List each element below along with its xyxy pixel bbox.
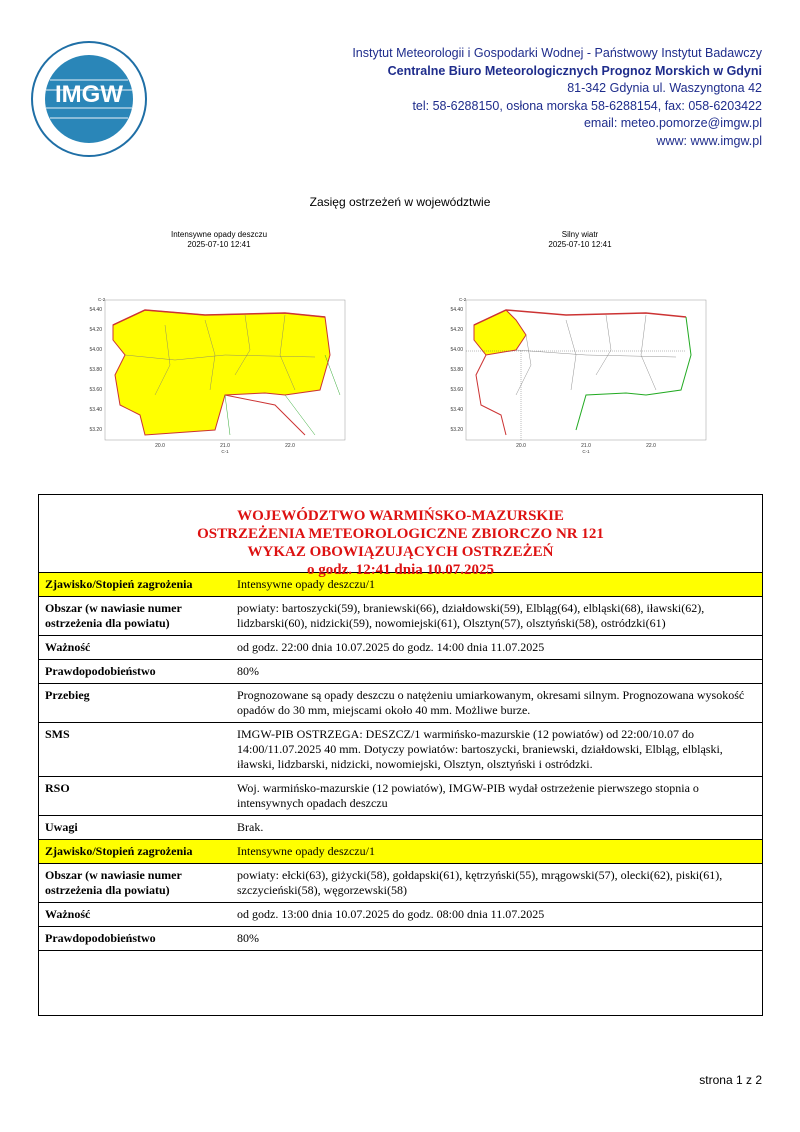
table-row [39, 927, 762, 951]
table-row [39, 777, 762, 816]
table-row [39, 660, 762, 684]
phone-fax: tel: 58-6288150, osłona morska 58-6288154, fax: 058-6203422 [412, 98, 762, 113]
row-label: Prawdopodobieństwo [39, 660, 231, 684]
row-value: 80% [231, 660, 762, 684]
svg-text:53.40: 53.40 [450, 407, 463, 413]
issue-time: o godz. 12:41 dnia 10.07.2025 [306, 562, 495, 578]
row-value: 80% [231, 927, 762, 951]
row-label: Prawdopodobieństwo [39, 927, 231, 951]
table-row [39, 903, 762, 927]
svg-text:54.00: 54.00 [89, 347, 102, 353]
row-label: Ważność [39, 903, 231, 927]
svg-text:22.0: 22.0 [285, 443, 295, 449]
warnings-box [38, 494, 763, 1016]
row-value: Intensywne opady deszczu/1 [231, 573, 762, 597]
svg-text:20.0: 20.0 [155, 443, 165, 449]
row-value: powiaty: ełcki(63), giżycki(58), gołdapski(61), kętrzyński(55), mrągowski(57), olecki(62), piski(61), szczycieński(58), węgorzewski(58) [231, 864, 762, 903]
row-value: IMGW-PIB OSTRZEGA: DESZCZ/1 warmińsko-mazurskie (12 powiatów) od 22:00/10.07 do 14:00/11.07.2025 40 mm. Dotyczy powiatów: bartoszycki, braniewski, działdowski, Elbląg, elbląski, iławski, lidzbarski, nidzicki, nowomiejski, Olsztyn, olsztyński i ostródzki. [231, 723, 762, 777]
email: email: meteo.pomorze@imgw.pl [583, 116, 762, 130]
row-label: SMS [39, 723, 231, 777]
bulletin-title: OSTRZEŻENIA METEOROLOGICZNE ZBIORCZO NR 121 [197, 526, 604, 542]
map-title: Silny wiatr [561, 230, 599, 239]
map-title: Intensywne opady deszczu [170, 230, 268, 239]
svg-text:21.0: 21.0 [581, 443, 591, 449]
row-label: Zjawisko/Stopień zagrożenia [39, 573, 231, 597]
map-wind-plot [446, 295, 714, 475]
address: 81-342 Gdynia ul. Waszyngtona 42 [567, 81, 762, 95]
svg-text:22.0: 22.0 [646, 443, 656, 449]
svg-text:54.20: 54.20 [450, 327, 463, 333]
row-label: Przebieg [39, 684, 231, 723]
row-value: Intensywne opady deszczu/1 [231, 840, 762, 864]
row-label: Uwagi [39, 816, 231, 840]
row-value: od godz. 22:00 dnia 10.07.2025 do godz. 14:00 dnia 11.07.2025 [231, 636, 762, 660]
row-label: Obszar (w nawiasie numer ostrzeżenia dla powiatu) [39, 597, 231, 636]
svg-text:53.40: 53.40 [89, 407, 102, 413]
map-rain [85, 225, 353, 483]
row-value: od godz. 13:00 dnia 10.07.2025 do godz. 08:00 dnia 11.07.2025 [231, 903, 762, 927]
svg-text:53.20: 53.20 [89, 427, 102, 433]
row-label: Obszar (w nawiasie numer ostrzeżenia dla powiatu) [39, 864, 231, 903]
table-row [39, 816, 762, 840]
svg-text:21.0: 21.0 [220, 443, 230, 449]
list-title: WYKAZ OBOWIĄZUJĄCYCH OSTRZEŻEŃ [247, 544, 554, 560]
voivodeship-title: WOJEWÓDZTWO WARMIŃSKO-MAZURSKIE [237, 508, 564, 524]
row-label: Ważność [39, 636, 231, 660]
table-row [39, 597, 762, 636]
institute-header [352, 45, 762, 150]
row-value: Woj. warmińsko-mazurskie (12 powiatów), IMGW-PIB wydał ostrzeżenie pierwszego stopnia o intensywnych opadach deszczu [231, 777, 762, 816]
svg-text:C-1: C-1 [582, 449, 590, 454]
svg-text:53.60: 53.60 [450, 387, 463, 393]
map-rain-plot [85, 295, 353, 475]
row-value: powiaty: bartoszycki(59), braniewski(66), działdowski(59), Elbląg(64), elbląski(68), iławski(62), lidzbarski(60), nidzicki(59), nowomiejski(61), Olsztyn(57), olsztyński(58), ostródzki(61) [231, 597, 762, 636]
map-date: 2025-07-10 12:41 [548, 240, 612, 249]
svg-text:C-2: C-2 [459, 297, 467, 302]
section-title: Zasięg ostrzeżeń w województwie [309, 195, 491, 209]
website: www: www.imgw.pl [656, 133, 762, 148]
svg-text:53.60: 53.60 [89, 387, 102, 393]
svg-text:54.40: 54.40 [89, 307, 102, 313]
svg-text:53.80: 53.80 [450, 367, 463, 373]
svg-text:20.0: 20.0 [516, 443, 526, 449]
table-row [39, 636, 762, 660]
row-label: RSO [39, 777, 231, 816]
table-row [39, 723, 762, 777]
svg-text:53.80: 53.80 [89, 367, 102, 373]
svg-text:54.00: 54.00 [450, 347, 463, 353]
institute-name: Instytut Meteorologii i Gospodarki Wodnej - Państwowy Instytut Badawczy [352, 46, 762, 60]
svg-text:IMGW: IMGW [55, 81, 123, 108]
page-number: strona 1 z 2 [699, 1073, 762, 1087]
bureau-name: Centralne Biuro Meteorologicznych Prognoz Morskich w Gdyni [387, 63, 762, 78]
svg-text:C-1: C-1 [221, 449, 229, 454]
table-row [39, 684, 762, 723]
table-row [39, 840, 762, 864]
row-value: Prognozowane są opady deszczu o natężeniu umiarkowanym, okresami silnym. Prognozowana wysokość opadów do 30 mm, miejscami około 40 mm. Możliwe burze. [231, 684, 762, 723]
svg-text:53.20: 53.20 [450, 427, 463, 433]
warnings-table [39, 573, 762, 951]
map-wind [446, 225, 714, 483]
row-value: Brak. [231, 816, 762, 840]
imgw-logo [30, 40, 148, 158]
svg-text:54.40: 54.40 [450, 307, 463, 313]
map-date: 2025-07-10 12:41 [187, 240, 251, 249]
table-row [39, 864, 762, 903]
svg-text:C-2: C-2 [98, 297, 106, 302]
svg-text:54.20: 54.20 [89, 327, 102, 333]
warnings-header [39, 495, 762, 578]
row-label: Zjawisko/Stopień zagrożenia [39, 840, 231, 864]
